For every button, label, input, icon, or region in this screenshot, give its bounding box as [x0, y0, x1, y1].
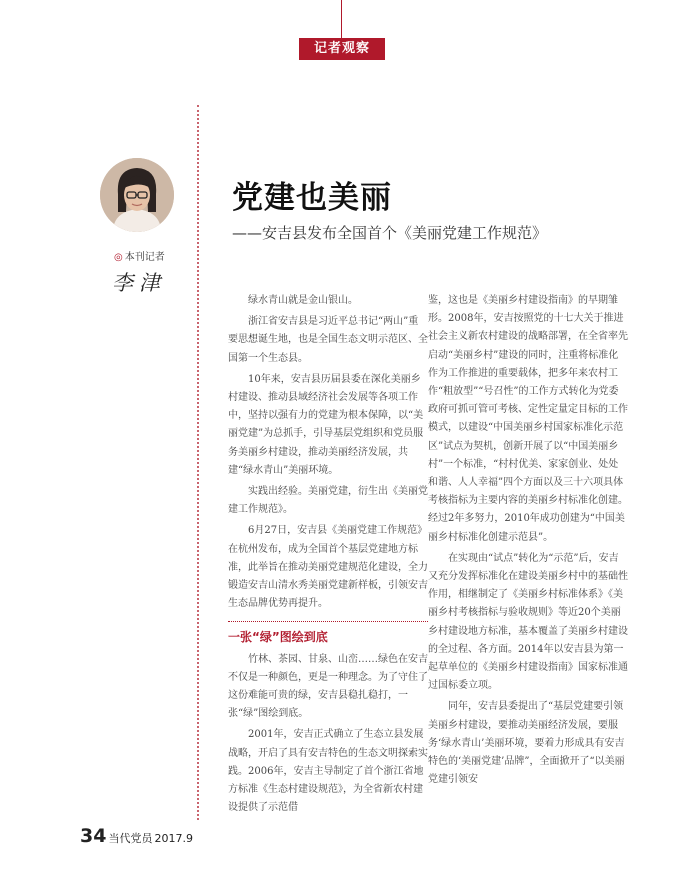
paragraph: 实践出经验。美丽党建，衍生出《美丽党建工作规范》。	[228, 486, 428, 516]
article-subtitle: ——安吉县发布全国首个《美丽党建工作规范》	[232, 224, 548, 242]
paragraph: 2001年，安吉正式确立了生态立县发展战略，开启了具有安吉特色的生态文明探索实践。2006年，安吉主导制定了首个浙江省地方标准《生态村建设规范》，为全省新农村建设提供了示范借	[228, 729, 428, 814]
page-footer	[80, 825, 193, 847]
article-title: 党建也美丽	[232, 180, 392, 216]
section-tag: 记者观察	[299, 38, 385, 60]
bullet-icon: ◎	[114, 252, 123, 263]
paragraph: 竹林、茶园、甘泉、山峦……绿色在安吉不仅是一种颜色，更是一种理念。为了守住了这份难能可贵的绿，安吉县稳扎稳打，一张“绿”图绘到底。	[228, 653, 428, 720]
paragraph: 浙江省安吉县是习近平总书记“两山”重要思想诞生地，也是全国生态文明示范区、全国第一个生态县。	[228, 316, 428, 364]
page-number: 34	[80, 825, 107, 847]
paragraph: 同年，安吉县委提出了“基层党建要引领美丽乡村建设，要推动美丽经济发展，要服务‘绿水青山’美丽环境，要着力形成具有安吉特色的‘美丽党建’品牌”，全面掀开了“以美丽党建引领安	[428, 701, 625, 786]
byline-label: 本刊记者	[124, 252, 165, 263]
publication-name: 当代党员	[108, 832, 153, 845]
paragraph: 鉴，这也是《美丽乡村建设指南》的早期雏形。2008年，安吉按照党的十七大关于推进社会主义新农村建设的战略部署，在全省率先启动“美丽乡村”建设的同时，注重将标准化作为工作推进的重要载体，把多年来农村工作“粗放型”“号召性”的工作方式转化为党委政府可抓可管可考核、定性定量定目标的工作模式，以建设“中国美丽乡村国家标准化示范区”试点为契机，创新开展了以“中国美丽乡村”一个标准，“村村优美、家家创业、处处和谐、人人幸福”四个方面以及三十六项具体考核指标为主要内容的美丽乡村标准化创建。经过2年多努力，2010年成功创建为“中国美丽乡村标准化创建示范县”。	[428, 295, 628, 543]
paragraph: 6月27日，安吉县《美丽党建工作规范》在杭州发布，成为全国首个基层党建地方标准，此举旨在推动美丽党建规范化建设，全力锻造安吉山清水秀美丽党建新样板，引领安吉生态品牌优势再提升。	[228, 525, 428, 610]
reporter-signature: 李津	[112, 271, 166, 295]
paragraph: 绿水青山就是金山银山。	[248, 295, 358, 306]
paragraph: 在实现由“试点”转化为“示范”后，安吉又充分发挥标准化在建设美丽乡村中的基础性作用，相继制定了《美丽乡村标准体系》《美丽乡村考核指标与验收规则》等近20个美丽乡村建设地方标准，基本覆盖了美丽乡村建设的全过程、各方面。2014年以安吉县为第一起草单位的《美丽乡村建设指南》国家标准通过国标委立项。	[428, 552, 628, 692]
issue-date: 2017.9	[154, 832, 193, 845]
vertical-dotted-divider	[197, 105, 199, 820]
article-column-2	[428, 292, 628, 792]
reporter-avatar	[100, 158, 174, 232]
article-column-1	[228, 292, 428, 820]
header-rule	[341, 0, 342, 38]
section-heading: 一张“绿”图绘到底	[228, 621, 428, 646]
byline	[114, 248, 165, 263]
paragraph: 10年来，安吉县历届县委在深化美丽乡村建设、推动县域经济社会发展等各项工作中，坚持以强有力的党建为根本保障，以“美丽党建”为总抓手，引导基层党组织和党员服务美丽乡村建设，推动美丽经济发展，共建“绿水青山”美丽环境。	[228, 373, 424, 476]
